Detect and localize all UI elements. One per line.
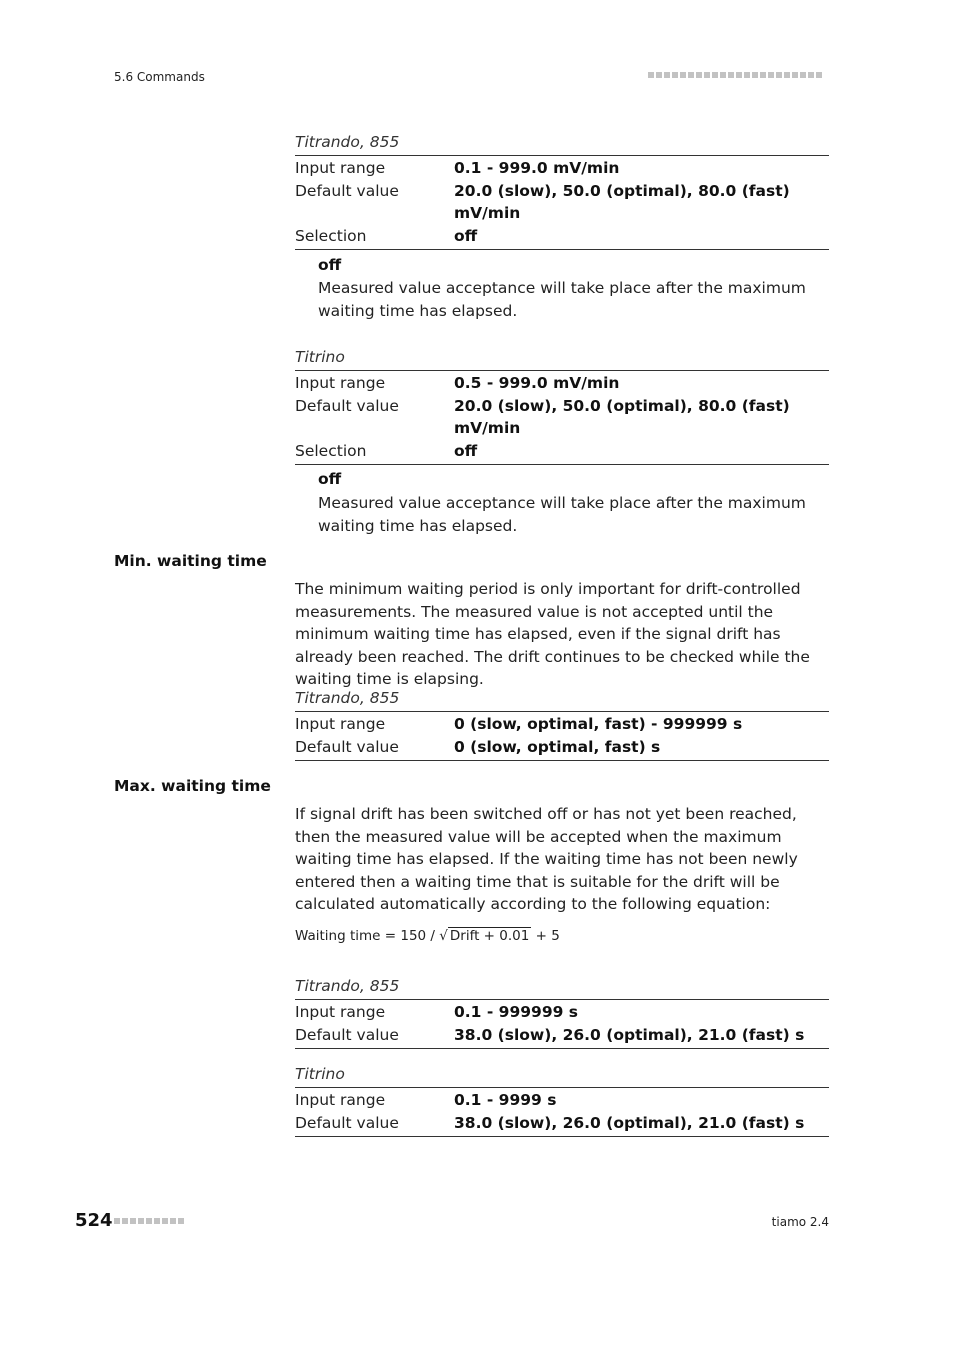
formula-lhs: Waiting time = 150 /	[295, 928, 440, 944]
option-description: Measured value acceptance will take place after the maximum waiting time has elapsed.	[318, 279, 806, 320]
table-row	[295, 157, 829, 180]
row-value: 0.1 - 999.0 mV/min	[454, 159, 620, 177]
row-label: Default value	[295, 181, 399, 200]
row-label: Selection	[295, 226, 367, 245]
table-row	[295, 1112, 829, 1135]
row-value: 20.0 (slow), 50.0 (optimal), 80.0 (fast) mV/min	[454, 181, 790, 222]
header-decoration	[648, 72, 829, 80]
row-label: Default value	[295, 737, 399, 756]
row-label: Input range	[295, 159, 386, 177]
row-value: 0.5 - 999.0 mV/min	[454, 374, 620, 392]
row-value: 0.1 - 9999 s	[454, 1091, 557, 1109]
parameter-description: The minimum waiting period is only important for drift-controlled measurements. The measured value is not accepted until the minimum waiting time has elapsed, even if the signal drift has already been reached. The drift continues to be checked while the waiting time is elapsing.	[295, 580, 810, 688]
table-row	[295, 736, 829, 759]
waiting-time-formula	[295, 928, 560, 944]
row-value: 0 (slow, optimal, fast) - 999999 s	[454, 715, 743, 733]
option-title: off	[318, 256, 342, 274]
row-label: Input range	[295, 1003, 386, 1021]
row-value: 38.0 (slow), 26.0 (optimal), 21.0 (fast) s	[454, 1113, 805, 1132]
parameter-table	[295, 1087, 829, 1137]
table-row	[295, 1024, 829, 1047]
row-label: Input range	[295, 374, 386, 392]
table-row	[295, 372, 829, 395]
row-label: Input range	[295, 1091, 386, 1109]
row-label: Input range	[295, 715, 386, 733]
row-value: off	[454, 441, 478, 460]
product-name: tiamo 2.4	[771, 1215, 829, 1229]
table-row	[295, 1001, 829, 1024]
table-row	[295, 225, 829, 248]
table-caption: Titrino	[295, 348, 345, 366]
parameter-heading: Max. waiting time	[114, 777, 271, 795]
option-description: Measured value acceptance will take place after the maximum waiting time has elapsed.	[318, 494, 806, 535]
row-label: Default value	[295, 396, 399, 415]
footer-decoration	[114, 1218, 184, 1224]
table-caption: Titrando, 855	[295, 689, 400, 707]
table-row	[295, 395, 829, 440]
formula-radicand: Drift + 0.01	[449, 928, 530, 944]
parameter-heading: Min. waiting time	[114, 552, 267, 570]
parameter-table	[295, 155, 829, 250]
page-number: 524	[75, 1210, 113, 1231]
row-value: 0 (slow, optimal, fast) s	[454, 737, 661, 756]
option-title: off	[318, 470, 342, 488]
parameter-table	[295, 370, 829, 465]
table-caption: Titrando, 855	[295, 977, 400, 995]
table-row	[295, 1089, 829, 1112]
table-row	[295, 713, 829, 736]
row-label: Default value	[295, 1025, 399, 1044]
sqrt-icon: √	[439, 928, 448, 944]
parameter-description: If signal drift has been switched off or has not yet been reached, then the measured value will be accepted when the maximum waiting time has elapsed. If the waiting time has not been newly entered then a waiting time that is suitable for the drift will be calculated automatically according to the following equation:	[295, 805, 798, 913]
row-label: Selection	[295, 441, 367, 460]
row-value: 38.0 (slow), 26.0 (optimal), 21.0 (fast) s	[454, 1025, 805, 1044]
parameter-table	[295, 999, 829, 1049]
running-header-section: 5.6 Commands	[114, 70, 205, 84]
parameter-table	[295, 711, 829, 761]
formula-rhs: + 5	[531, 928, 560, 944]
table-caption: Titrino	[295, 1065, 345, 1083]
row-value: 20.0 (slow), 50.0 (optimal), 80.0 (fast) mV/min	[454, 396, 790, 437]
row-value: 0.1 - 999999 s	[454, 1003, 579, 1021]
table-row	[295, 180, 829, 225]
row-label: Default value	[295, 1113, 399, 1132]
table-row	[295, 440, 829, 463]
row-value: off	[454, 226, 478, 245]
table-caption: Titrando, 855	[295, 133, 400, 151]
